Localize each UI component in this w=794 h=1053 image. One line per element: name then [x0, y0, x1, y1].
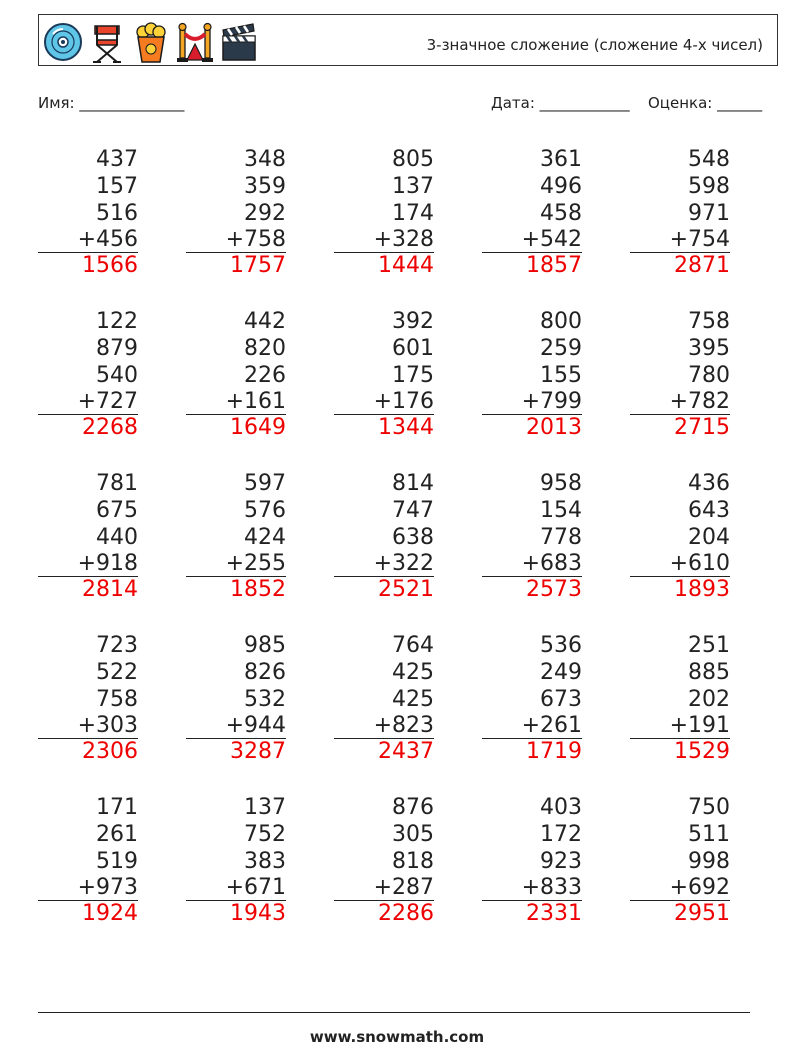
addend-1: 764 [392, 633, 434, 658]
addend-4: +973 [38, 875, 138, 901]
addition-problem [630, 471, 730, 604]
name-field[interactable]: Имя: ______________ [38, 94, 185, 112]
addition-problem [186, 147, 286, 280]
addend-3: 540 [96, 362, 138, 388]
addend-4: +782 [630, 389, 730, 415]
addend-3: 971 [688, 200, 730, 226]
addition-problem [630, 309, 730, 442]
answer: 1649 [230, 415, 286, 441]
addition-problem [482, 147, 582, 280]
addition-problem [334, 633, 434, 766]
answer: 2437 [378, 739, 434, 765]
addition-problem [186, 795, 286, 928]
addend-2: 576 [244, 497, 286, 523]
addition-problem [334, 147, 434, 280]
addend-1: 436 [688, 471, 730, 496]
addend-4: +944 [186, 713, 286, 739]
footer-site: www.snowmath.com [309, 1028, 485, 1046]
addend-4: +542 [482, 227, 582, 253]
addend-2: 425 [392, 659, 434, 685]
addend-4: +161 [186, 389, 286, 415]
answer: 2306 [82, 739, 138, 765]
addend-2: 601 [392, 335, 434, 361]
addition-problem [38, 633, 138, 766]
addition-problem [630, 795, 730, 928]
addend-3: 175 [392, 362, 434, 388]
addend-4: +176 [334, 389, 434, 415]
addend-4: +255 [186, 551, 286, 577]
addend-4: +683 [482, 551, 582, 577]
addend-1: 536 [540, 633, 582, 658]
addend-2: 172 [540, 821, 582, 847]
addend-3: 998 [688, 848, 730, 874]
addend-1: 814 [392, 471, 434, 496]
addition-problem [482, 309, 582, 442]
addend-1: 348 [244, 147, 286, 172]
addend-1: 403 [540, 795, 582, 820]
addend-1: 958 [540, 471, 582, 496]
addend-2: 496 [540, 173, 582, 199]
addend-1: 137 [244, 795, 286, 820]
addend-2: 747 [392, 497, 434, 523]
answer: 1444 [378, 253, 434, 279]
clapperboard-icon [219, 20, 259, 64]
addend-1: 361 [540, 147, 582, 172]
answer: 2013 [526, 415, 582, 441]
addend-1: 122 [96, 309, 138, 334]
addition-problem [482, 471, 582, 604]
addend-3: 516 [96, 200, 138, 226]
addend-2: 826 [244, 659, 286, 685]
addend-2: 154 [540, 497, 582, 523]
addend-3: 923 [540, 848, 582, 874]
addend-3: 226 [244, 362, 286, 388]
cd-disc-icon [43, 20, 83, 64]
addend-2: 752 [244, 821, 286, 847]
addition-problem [186, 633, 286, 766]
grade-field[interactable]: Оценка: ______ [648, 94, 763, 112]
addition-problem [630, 147, 730, 280]
addend-4: +610 [630, 551, 730, 577]
answer: 2521 [378, 577, 434, 603]
addend-3: 780 [688, 362, 730, 388]
addend-1: 985 [244, 633, 286, 658]
answer: 1719 [526, 739, 582, 765]
worksheet-header [38, 14, 778, 66]
answer: 2268 [82, 415, 138, 441]
answer: 2331 [526, 901, 582, 927]
addend-3: 758 [96, 686, 138, 712]
addend-4: +918 [38, 551, 138, 577]
worksheet-title: 3-значное сложение (сложение 4-х чисел) [426, 36, 763, 54]
answer: 1943 [230, 901, 286, 927]
addition-problem [38, 147, 138, 280]
addend-4: +287 [334, 875, 434, 901]
addend-3: 673 [540, 686, 582, 712]
addend-4: +303 [38, 713, 138, 739]
addition-problem [186, 471, 286, 604]
addend-2: 643 [688, 497, 730, 523]
addend-2: 137 [392, 173, 434, 199]
addend-4: +328 [334, 227, 434, 253]
answer: 2871 [674, 253, 730, 279]
addend-1: 723 [96, 633, 138, 658]
answer: 1529 [674, 739, 730, 765]
answer: 1566 [82, 253, 138, 279]
addition-problem [334, 309, 434, 442]
addend-4: +823 [334, 713, 434, 739]
director-chair-icon [87, 20, 127, 64]
answer: 2573 [526, 577, 582, 603]
footer-divider [38, 1012, 750, 1013]
addend-2: 359 [244, 173, 286, 199]
addend-1: 392 [392, 309, 434, 334]
addend-1: 597 [244, 471, 286, 496]
popcorn-bucket-icon [131, 20, 171, 64]
addend-1: 251 [688, 633, 730, 658]
addend-2: 879 [96, 335, 138, 361]
addend-3: 532 [244, 686, 286, 712]
addend-3: 458 [540, 200, 582, 226]
addend-2: 511 [688, 821, 730, 847]
addend-4: +754 [630, 227, 730, 253]
addition-problem [334, 471, 434, 604]
addition-problem [186, 309, 286, 442]
addend-2: 395 [688, 335, 730, 361]
addend-1: 800 [540, 309, 582, 334]
addend-3: 155 [540, 362, 582, 388]
addition-problem [482, 795, 582, 928]
addend-4: +692 [630, 875, 730, 901]
addend-3: 204 [688, 524, 730, 550]
addend-2: 157 [96, 173, 138, 199]
addend-3: 383 [244, 848, 286, 874]
answer: 3287 [230, 739, 286, 765]
addend-1: 805 [392, 147, 434, 172]
answer: 1924 [82, 901, 138, 927]
answer: 1852 [230, 577, 286, 603]
addend-1: 758 [688, 309, 730, 334]
addend-3: 778 [540, 524, 582, 550]
addition-problem [482, 633, 582, 766]
addend-4: +456 [38, 227, 138, 253]
addend-3: 424 [244, 524, 286, 550]
addend-3: 174 [392, 200, 434, 226]
answer: 2286 [378, 901, 434, 927]
answer: 2951 [674, 901, 730, 927]
addend-2: 249 [540, 659, 582, 685]
addend-4: +671 [186, 875, 286, 901]
answer: 2715 [674, 415, 730, 441]
addend-2: 305 [392, 821, 434, 847]
addition-problem [38, 309, 138, 442]
addend-1: 548 [688, 147, 730, 172]
addend-2: 820 [244, 335, 286, 361]
addition-problem [38, 795, 138, 928]
addend-1: 781 [96, 471, 138, 496]
addend-3: 425 [392, 686, 434, 712]
addend-3: 440 [96, 524, 138, 550]
addend-4: +727 [38, 389, 138, 415]
addend-2: 522 [96, 659, 138, 685]
addend-2: 598 [688, 173, 730, 199]
addend-2: 259 [540, 335, 582, 361]
addend-4: +261 [482, 713, 582, 739]
addend-1: 750 [688, 795, 730, 820]
addend-4: +191 [630, 713, 730, 739]
answer: 1893 [674, 577, 730, 603]
addend-2: 885 [688, 659, 730, 685]
addend-2: 261 [96, 821, 138, 847]
addition-problem [38, 471, 138, 604]
answer: 1857 [526, 253, 582, 279]
addition-problem [630, 633, 730, 766]
red-carpet-rope-icon [175, 20, 215, 64]
addend-1: 437 [96, 147, 138, 172]
addend-4: +758 [186, 227, 286, 253]
addend-3: 292 [244, 200, 286, 226]
addend-4: +799 [482, 389, 582, 415]
addend-1: 171 [96, 795, 138, 820]
icon-strip [43, 20, 259, 64]
addend-3: 519 [96, 848, 138, 874]
answer: 2814 [82, 577, 138, 603]
addend-3: 202 [688, 686, 730, 712]
addend-4: +833 [482, 875, 582, 901]
addend-2: 675 [96, 497, 138, 523]
addend-3: 818 [392, 848, 434, 874]
addend-1: 876 [392, 795, 434, 820]
addend-3: 638 [392, 524, 434, 550]
addition-problem [334, 795, 434, 928]
answer: 1757 [230, 253, 286, 279]
answer: 1344 [378, 415, 434, 441]
addend-4: +322 [334, 551, 434, 577]
addend-1: 442 [244, 309, 286, 334]
date-field[interactable]: Дата: ____________ [491, 94, 630, 112]
